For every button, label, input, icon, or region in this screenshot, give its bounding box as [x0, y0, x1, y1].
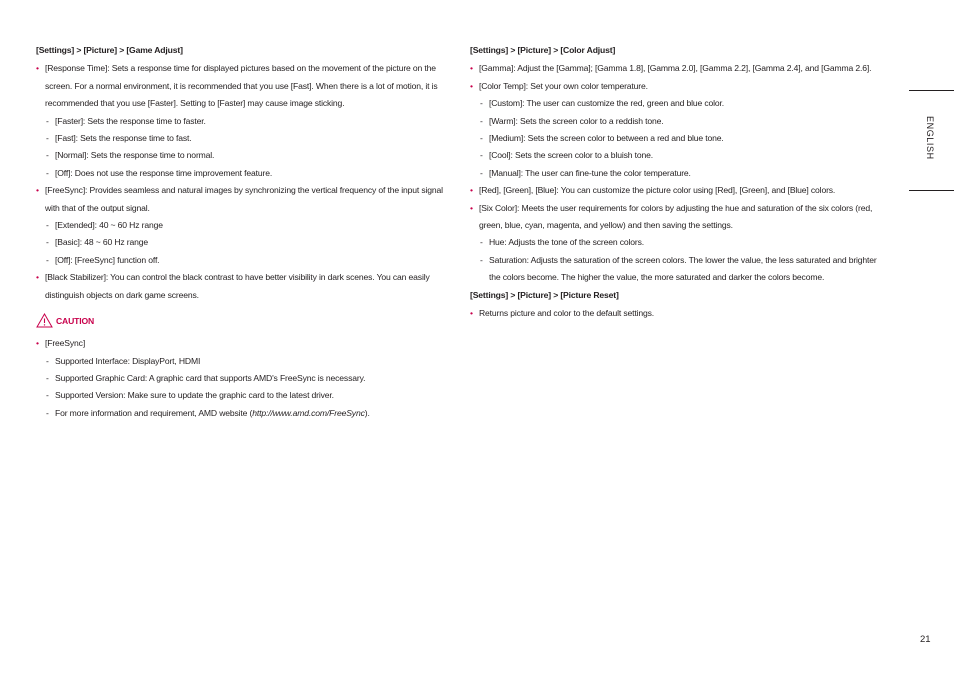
language-label: ENGLISH — [925, 116, 935, 160]
rgb-bullet: • [Red], [Green], [Blue]: You can customize the picture color using [Red], [Green], and [Blue] colors. — [470, 182, 890, 199]
caution-point: - Supported Interface: DisplayPort, HDMI — [36, 353, 454, 370]
response-time-bullet: • [Response Time]: Sets a response time for displayed pictures based on the movement of the picture on the screen. For a normal environment, it is recommended that you use [Fast]. When there is a lot of motion, it is recommended that you use [Faster]. Setting to [Faster] may cause image sticking. — [36, 60, 454, 112]
six-color-option: - Hue: Adjusts the tone of the screen colors. — [470, 234, 890, 251]
color-temp-option: - [Medium]: Sets the screen color to between a red and blue tone. — [470, 130, 890, 147]
caution-point: - Supported Graphic Card: A graphic card that supports AMD's FreeSync is necessary. — [36, 370, 454, 387]
more-info-suffix: ). — [364, 407, 370, 418]
six-color-bullet: • [Six Color]: Meets the user requirements for colors by adjusting the hue and saturation of the six colors (red, green, blue, cyan, magenta, and yellow) and then saving the settings. — [470, 200, 890, 235]
color-temp-option: - [Warm]: Sets the screen color to a reddish tone. — [470, 113, 890, 130]
amd-freesync-link[interactable]: http://www.amd.com/FreeSync — [252, 407, 365, 418]
freesync-option: - [Extended]: 40 ~ 60 Hz range — [36, 217, 454, 234]
game-adjust-heading: [Settings] > [Picture] > [Game Adjust] — [36, 45, 183, 55]
picture-reset-bullet: • Returns picture and color to the default settings. — [470, 305, 890, 322]
sidebar-divider-bottom — [909, 190, 954, 191]
response-time-option: - [Faster]: Sets the response time to faster. — [36, 113, 454, 130]
response-time-option: - [Normal]: Sets the response time to normal. — [36, 147, 454, 164]
picture-reset-heading: [Settings] > [Picture] > [Picture Reset] — [470, 289, 619, 300]
color-adjust-heading: [Settings] > [Picture] > [Color Adjust] — [470, 45, 616, 55]
response-time-option: - [Fast]: Sets the response time to fast. — [36, 130, 454, 147]
gamma-bullet: • [Gamma]: Adjust the [Gamma]; [Gamma 1.8], [Gamma 2.0], [Gamma 2.2], [Gamma 2.4], and [Gamma 2.6]. — [470, 60, 890, 77]
response-time-option: - [Off]: Does not use the response time improvement feature. — [36, 165, 454, 182]
left-column — [36, 42, 454, 422]
six-color-option: - Saturation: Adjusts the saturation of the screen colors. The lower the value, the less saturated and brighter the colors become. The higher the value, the more saturated and darker the colors become. — [470, 252, 890, 287]
freesync-option: - [Basic]: 48 ~ 60 Hz range — [36, 234, 454, 251]
color-temp-bullet: • [Color Temp]: Set your own color temperature. — [470, 78, 890, 95]
caution-header — [36, 313, 454, 329]
right-column — [470, 42, 890, 323]
color-temp-option: - [Cool]: Sets the screen color to a bluish tone. — [470, 147, 890, 164]
caution-point: - Supported Version: Make sure to update the graphic card to the latest driver. — [36, 387, 454, 404]
caution-more-info — [36, 405, 454, 422]
page-number: 21 — [920, 634, 931, 645]
freesync-bullet: • [FreeSync]: Provides seamless and natural images by synchronizing the vertical frequency of the input signal with that of the output signal. — [36, 182, 454, 217]
caution-item: • [FreeSync] — [36, 335, 454, 352]
caution-icon — [36, 313, 53, 328]
color-temp-option: - [Manual]: The user can fine-tune the color temperature. — [470, 165, 890, 182]
black-stabilizer-bullet: • [Black Stabilizer]: You can control the black contrast to have better visibility in dark scenes. You can easily distinguish objects on dark game screens. — [36, 269, 454, 304]
color-temp-option: - [Custom]: The user can customize the red, green and blue color. — [470, 95, 890, 112]
sidebar-divider-top — [909, 90, 954, 91]
more-info-prefix: For more information and requirement, AMD website ( — [55, 407, 253, 418]
freesync-option: - [Off]: [FreeSync] function off. — [36, 252, 454, 269]
caution-label: CAUTION — [56, 316, 95, 327]
